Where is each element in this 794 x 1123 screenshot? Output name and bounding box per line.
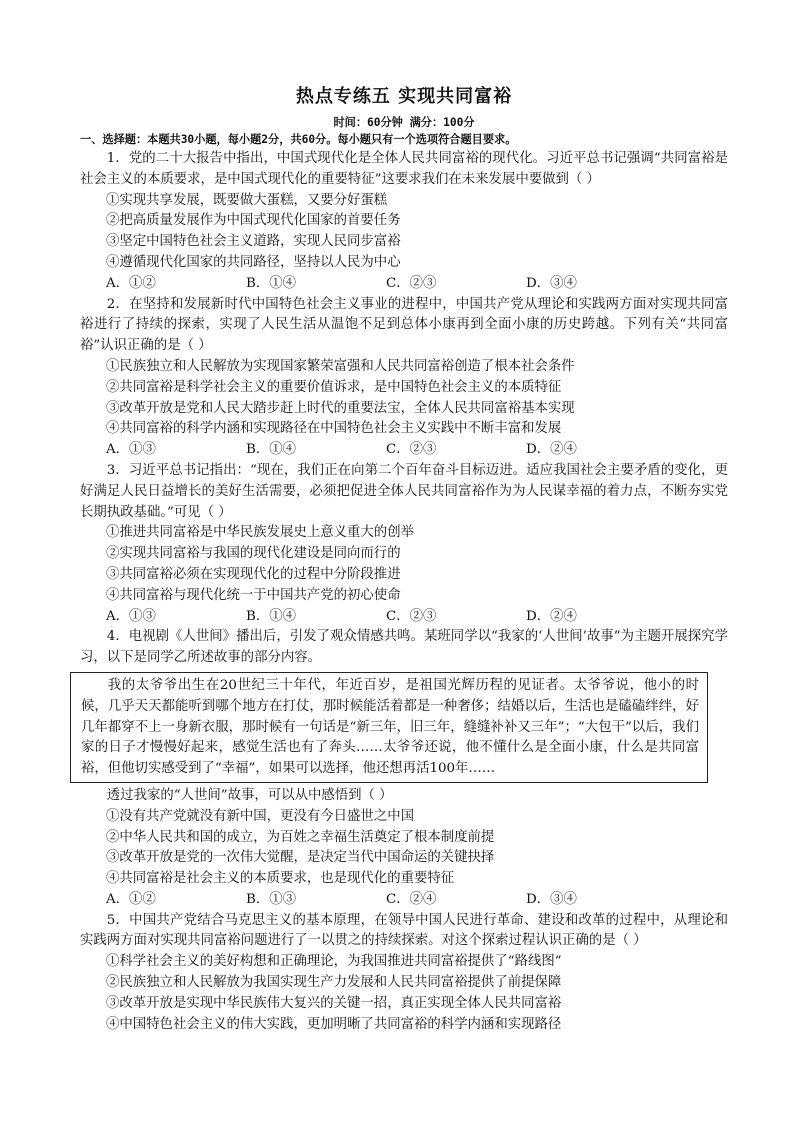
option-statement: ③坚定中国特色社会主义道路，实现人民同步富裕 bbox=[106, 234, 401, 250]
choice-a: A．①③ bbox=[106, 442, 156, 458]
question-5 bbox=[80, 911, 728, 1036]
choice-d: D．③④ bbox=[526, 275, 577, 291]
answer-choices bbox=[80, 274, 728, 295]
option-statement: ②中华人民共和国的成立，为百姓之幸福生活奠定了根本制度前提 bbox=[106, 829, 495, 845]
choice-d: D．②④ bbox=[526, 608, 577, 624]
choice-a: A．①③ bbox=[106, 608, 156, 624]
choice-b: B．①④ bbox=[246, 275, 297, 291]
question-prompt: 透过我家的“人世间”故事，可以从中感悟到（ ） bbox=[106, 787, 393, 803]
option-statement: ③改革开放是实现中华民族伟大复兴的关键一招，真正实现全体人民共同富裕 bbox=[106, 995, 562, 1011]
choice-c: C．②③ bbox=[386, 442, 437, 458]
answer-choices bbox=[80, 440, 728, 461]
section-heading: 一、选择题：本题共30小题，每小题2分，共60分。每小题只有一个选项符合题目要求。 bbox=[80, 133, 517, 146]
choice-c: C．②③ bbox=[386, 608, 437, 624]
option-statement: ①没有共产党就没有新中国，更没有今日盛世之中国 bbox=[106, 808, 414, 824]
question-stem: 3．习近平总书记指出：“现在，我们正在向第二个百年奋斗目标迈进。适应我国社会主要矛盾的变化，更好满足人民日益增长的美好生活需要，必须把促进全体人民共同富裕作为为人民谋幸福的着力点，不断夯实党长期执政基础。”可见（ ） bbox=[80, 462, 728, 520]
choice-a: A．①② bbox=[106, 275, 156, 291]
option-statement: ①科学社会主义的美好构想和正确理论，为我国推进共同富裕提供了“路线图” bbox=[106, 954, 562, 970]
option-statement: ④中国特色社会主义的伟大实践，更加明晰了共同富裕的科学内涵和实现路径 bbox=[106, 1016, 562, 1032]
option-statement: ④共同富裕是社会主义的本质要求，也是现代化的重要特征 bbox=[106, 871, 455, 887]
question-2 bbox=[80, 295, 728, 461]
question-stem: 4．电视剧《人世间》播出后，引发了观众情感共鸣。某班同学以“我家的‘人世间’故事”为主题开展探究学习，以下是同学乙所述故事的部分内容。 bbox=[80, 629, 728, 666]
question-stem: 1．党的二十大报告中指出，中国式现代化是全体人民共同富裕的现代化。习近平总书记强调“共同富裕是社会主义的本质要求，是中国式现代化的重要特征”这要求我们在未来发展中要做到（ ） bbox=[80, 151, 728, 187]
choice-d: D．③④ bbox=[526, 891, 577, 907]
question-3 bbox=[80, 461, 728, 627]
page-title: 热点专练五 实现共同富裕 bbox=[295, 86, 513, 107]
choice-c: C．②③ bbox=[386, 275, 437, 291]
option-statement: ④共同富裕的科学内涵和实现路径在中国特色社会主义实践中不断丰富和发展 bbox=[106, 421, 562, 437]
option-statement: ③改革开放是党和人民大踏步赶上时代的重要法宝，全体人民共同富裕基本实现 bbox=[106, 400, 575, 416]
choice-b: B．①③ bbox=[246, 891, 297, 907]
answer-choices bbox=[80, 607, 728, 628]
exam-meta: 时间：60分钟 满分：100分 bbox=[333, 116, 475, 129]
option-statement: ②民族独立和人民解放为我国实现生产力发展和人民共同富裕提供了前提保障 bbox=[106, 975, 562, 991]
option-statement: ④共同富裕与现代化统一于中国共产党的初心使命 bbox=[106, 587, 401, 603]
option-statement: ②把高质量发展作为中国式现代化国家的首要任务 bbox=[106, 213, 401, 229]
reading-passage: 我的太爷爷出生在20世纪三十年代，年近百岁，是祖国光辉历程的见证者。太爷爷说，他小的时候，几乎天天都能听到哪个地方在打仗，那时候能活着都是一种奢侈；结婚以后，生活也是磕磕绊绊，好几年都穿不上一身新衣服，那时候有一句话是“新三年，旧三年，缝缝补补又三年”；“大包干”以后，我们家的日子才慢慢好起来，感觉生活也有了奔头……太爷爷还说，他不懂什么是全面小康，什么是共同富裕，但他切实感受到了“幸福”，如果可以选择，他还想再活100年…… bbox=[70, 672, 708, 783]
choice-a: A．①② bbox=[106, 891, 156, 907]
option-statement: ①推进共同富裕是中华民族发展史上意义重大的创举 bbox=[106, 525, 414, 541]
option-statement: ②实现共同富裕与我国的现代化建设是同向而行的 bbox=[106, 546, 401, 562]
question-1 bbox=[80, 149, 728, 295]
question-stem: 5．中国共产党结合马克思主义的基本原理，在领导中国人民进行革命、建设和改革的过程中，从理论和实践两方面对实现共同富裕问题进行了一以贯之的持续探索。对这个探索过程认识正确的是（ ） bbox=[80, 912, 728, 949]
option-statement: ④遵循现代化国家的共同路径，坚持以人民为中心 bbox=[106, 254, 401, 270]
answer-choices bbox=[80, 890, 728, 911]
option-statement: ②共同富裕是科学社会主义的重要价值诉求，是中国特色社会主义的本质特征 bbox=[106, 379, 562, 395]
question-4 bbox=[80, 627, 728, 910]
choice-b: B．①④ bbox=[246, 442, 297, 458]
choice-b: B．①④ bbox=[246, 608, 297, 624]
option-statement: ③共同富裕必须在实现现代化的过程中分阶段推进 bbox=[106, 566, 401, 582]
choice-c: C．②④ bbox=[386, 891, 437, 907]
question-stem: 2．在坚持和发展新时代中国特色社会主义事业的进程中，中国共产党从理论和实践两方面对实现共同富裕进行了持续的探索，实现了人民生活从温饱不足到总体小康再到全面小康的历史跨越。下列有关“共同富裕”认识正确的是（ ） bbox=[80, 296, 728, 354]
option-statement: ③改革开放是党的一次伟大觉醒，是决定当代中国命运的关键抉择 bbox=[106, 850, 495, 866]
choice-d: D．②④ bbox=[526, 442, 577, 458]
option-statement: ①实现共享发展，既要做大蛋糕，又要分好蛋糕 bbox=[106, 192, 388, 208]
option-statement: ①民族独立和人民解放为实现国家繁荣富强和人民共同富裕创造了根本社会条件 bbox=[106, 358, 575, 374]
